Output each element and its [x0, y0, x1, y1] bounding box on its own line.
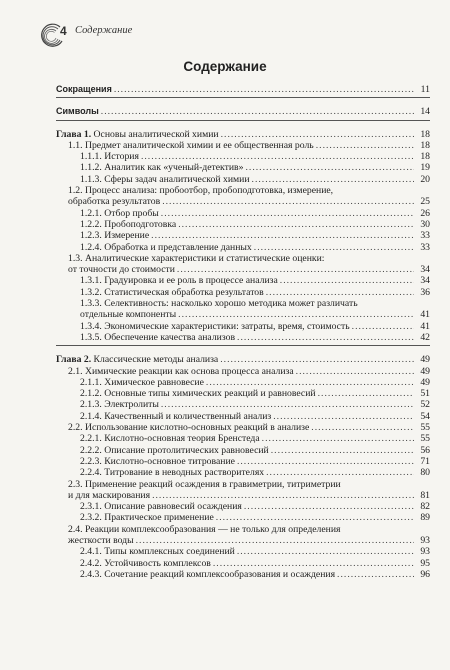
toc-entry[interactable]: 2.1.3. Электролиты ..... 52 [56, 399, 430, 410]
toc-entry[interactable]: 2.2.4. Титрование в неводных растворителях ..... 80 [56, 467, 430, 478]
toc-entry[interactable]: 2.2.3. Кислотно-основное титрование ..... 71 [56, 456, 430, 467]
toc-entry-continued[interactable]: и для маскирования ..... 81 [56, 490, 430, 501]
running-title: Содержание [75, 25, 133, 36]
toc-entry[interactable]: 2.3. Применение реакций осаждения в гравиметрии, титриметрии [68, 478, 341, 490]
toc-entry[interactable]: 2.2.1. Кислотно-основная теория Бренстеда ..... 55 [56, 433, 430, 444]
toc-entry[interactable]: 1.3. Аналитические характеристики и статистические оценки: [68, 252, 325, 264]
toc-entry[interactable]: 2.2.2. Описание протолитических равновесий ..... 56 [56, 445, 430, 456]
toc-entry[interactable]: 1.2. Процесс анализа: пробоотбор, пробоподготовка, измерение, [68, 185, 334, 197]
page-header [38, 21, 418, 51]
toc-entry[interactable]: 1.3.4. Экономические характеристики: затраты, время, стоимость ..... 41 [56, 321, 430, 332]
toc-entry[interactable]: 2.1.4. Качественный и количественный анализ ..... 54 [56, 411, 430, 422]
toc-entry[interactable]: 1.2.2. Пробоподготовка ..... 30 [56, 219, 430, 230]
table-of-contents [56, 84, 430, 580]
toc-entry-continued[interactable]: жесткости воды ..... 93 [56, 535, 430, 546]
toc-entry[interactable]: 1.2.4. Обработка и представление данных ..... 33 [56, 242, 430, 253]
toc-entry[interactable]: 1.1.3. Сферы задач аналитической химии ..... 20 [56, 174, 430, 185]
toc-entry-continued[interactable]: от точности до стоимости ..... 34 [56, 264, 430, 275]
toc-entry[interactable]: 2.3.1. Описание равновесий осаждения ..... 82 [56, 501, 430, 512]
toc-entry[interactable]: 2.4.3. Сочетание реакций комплексообразования и осаждения ..... 96 [56, 569, 430, 580]
toc-entry-continued[interactable]: отдельные компоненты ..... 41 [56, 309, 430, 320]
toc-entry[interactable]: 2.4.1. Типы комплексных соединений ..... 93 [56, 546, 430, 557]
toc-entry[interactable]: 1.2.3. Измерение ..... 33 [56, 230, 430, 241]
toc-entry-abbreviations[interactable]: Сокращения ..... 11 [56, 84, 430, 95]
toc-entry[interactable]: 1.3.3. Селективность: насколько хорошо методика может различать [80, 298, 358, 310]
toc-entry[interactable]: 2.1.2. Основные типы химических реакций и равновесий ..... 51 [56, 388, 430, 399]
toc-entry[interactable]: 2.4.2. Устойчивость комплексов ..... 95 [56, 558, 430, 569]
toc-entry[interactable]: 1.1. Предмет аналитической химии и ее общественная роль ..... 18 [56, 140, 430, 151]
toc-entry-continued[interactable]: обработка результатов ..... 25 [56, 196, 430, 207]
toc-entry[interactable]: 1.3.1. Градуировка и ее роль в процессе анализа ..... 34 [56, 275, 430, 286]
toc-entry[interactable]: 1.3.2. Статистическая обработка результатов ..... 36 [56, 287, 430, 298]
toc-entry[interactable]: 1.3.5. Обеспечение качества анализов ..... 42 [56, 332, 430, 343]
toc-entry[interactable]: 2.1. Химические реакции как основа процесса анализа ..... 49 [56, 366, 430, 377]
toc-entry[interactable]: 2.1.1. Химическое равновесие ..... 49 [56, 377, 430, 388]
toc-entry[interactable]: 2.4. Реакции комплексообразования — не только для определения [68, 523, 341, 535]
page-title: Содержание [183, 59, 267, 74]
toc-entry[interactable]: 2.2. Использование кислотно-основных реакций в анализе ..... 55 [56, 422, 430, 433]
toc-entry[interactable]: 1.1.1. История ..... 18 [56, 151, 430, 162]
toc-entry-chapter-2[interactable]: Глава 2. Классические методы анализа ..... 49 [56, 354, 430, 365]
toc-entry[interactable]: 1.2.1. Отбор пробы ..... 26 [56, 208, 430, 219]
toc-entry-chapter-1[interactable]: Глава 1. Основы аналитической химии ..... 18 [56, 129, 430, 140]
toc-entry[interactable]: 2.3.2. Практическое применение ..... 89 [56, 512, 430, 523]
page-number: 4 [60, 24, 67, 38]
toc-entry-symbols[interactable]: Символы ..... 14 [56, 106, 430, 117]
toc-entry[interactable]: 1.1.2. Аналитик как «ученый-детектив» ..... 19 [56, 162, 430, 173]
